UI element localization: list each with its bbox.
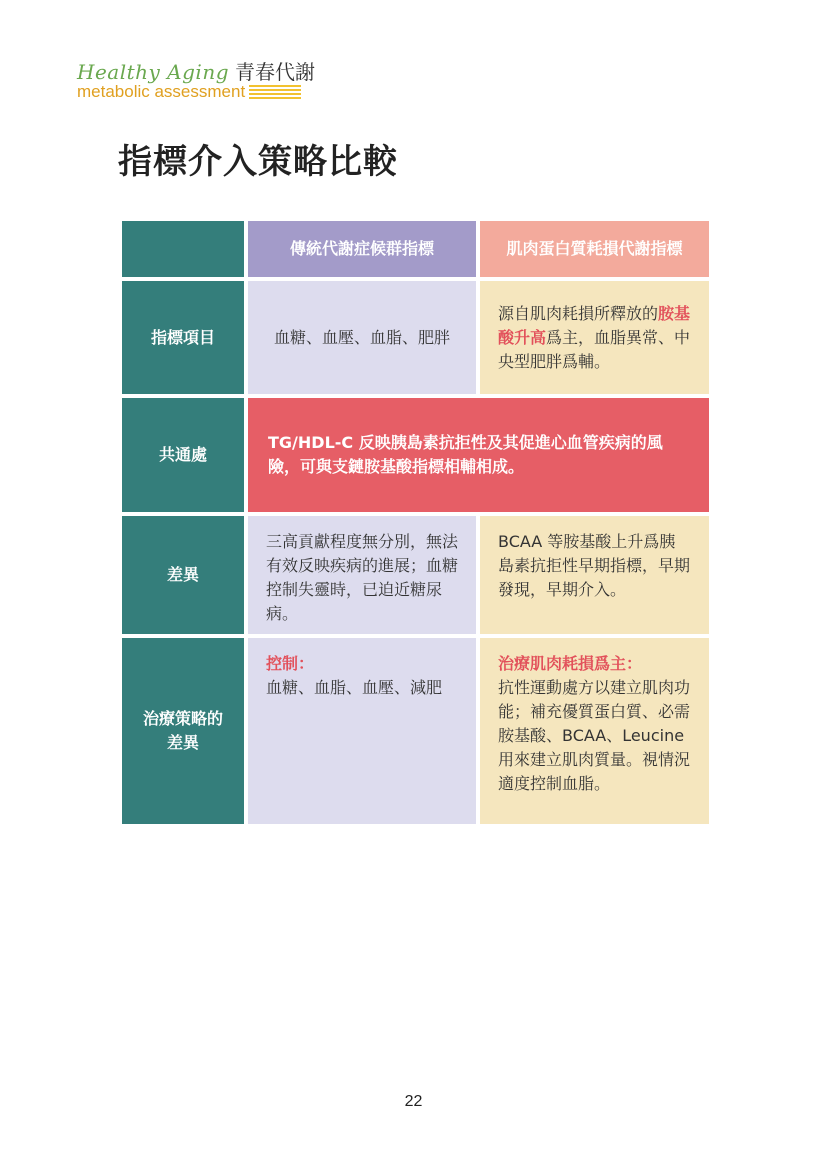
stripes-decoration bbox=[249, 85, 301, 100]
strategy-muscle bbox=[480, 638, 709, 824]
common-text: TG/HDL-C 反映胰島素抗拒性及其促進心血管疾病的風險，可與支鏈胺基酸指標相輔相成。 bbox=[248, 398, 709, 512]
strategy-traditional-heading: 控制： bbox=[266, 654, 315, 673]
strategy-traditional-body: 血糖、血脂、血壓、減肥 bbox=[266, 678, 443, 697]
row-label-strategy-line1: 治療策略的 bbox=[142, 709, 223, 728]
row-label-indicators: 指標項目 bbox=[122, 281, 244, 394]
indicators-muscle bbox=[480, 281, 709, 394]
header-muscle: 肌肉蛋白質耗損代謝指標 bbox=[480, 221, 709, 277]
strategy-muscle-body: 抗性運動處方以建立肌肉功能；補充優質蛋白質、必需胺基酸、BCAA、Leucine 用來建立肌肉質量。視情況適度控制血脂。 bbox=[498, 678, 691, 793]
difference-muscle: BCAA 等胺基酸上升爲胰島素抗拒性早期指標，早期發現，早期介入。 bbox=[480, 516, 709, 634]
indicators-muscle-text-b: 爲主，血脂異常、中央型肥胖爲輔。 bbox=[498, 327, 691, 371]
row-label-strategy-line2: 差異 bbox=[166, 733, 199, 752]
row-label-common: 共通處 bbox=[122, 398, 244, 512]
brand-logo bbox=[77, 56, 315, 102]
corner-cell bbox=[122, 221, 244, 277]
brand-subtitle: metabolic assessment bbox=[77, 82, 246, 101]
page-title: 指標介入策略比較 bbox=[118, 142, 398, 182]
strategy-traditional bbox=[248, 638, 476, 824]
strategy-muscle-heading: 治療肌肉耗損爲主： bbox=[498, 654, 643, 673]
indicators-traditional: 血糖、血壓、血脂、肥胖 bbox=[248, 281, 476, 394]
header-traditional: 傳統代謝症候群指標 bbox=[248, 221, 476, 277]
brand-name-cn: 青春代謝 bbox=[235, 60, 315, 84]
row-label-strategy bbox=[122, 638, 244, 824]
brand-name-en: Healthy Aging bbox=[77, 60, 229, 84]
difference-traditional: 三高貢獻程度無分別，無法有效反映疾病的進展；血糖控制失靈時，已迫近糖尿病。 bbox=[248, 516, 476, 634]
indicators-muscle-highlight: 胺基酸升高 bbox=[498, 303, 691, 347]
indicators-muscle-text-a: 源自肌肉耗損所釋放的 bbox=[498, 303, 659, 323]
page-number: 22 bbox=[404, 1093, 423, 1110]
row-label-difference: 差異 bbox=[122, 516, 244, 634]
